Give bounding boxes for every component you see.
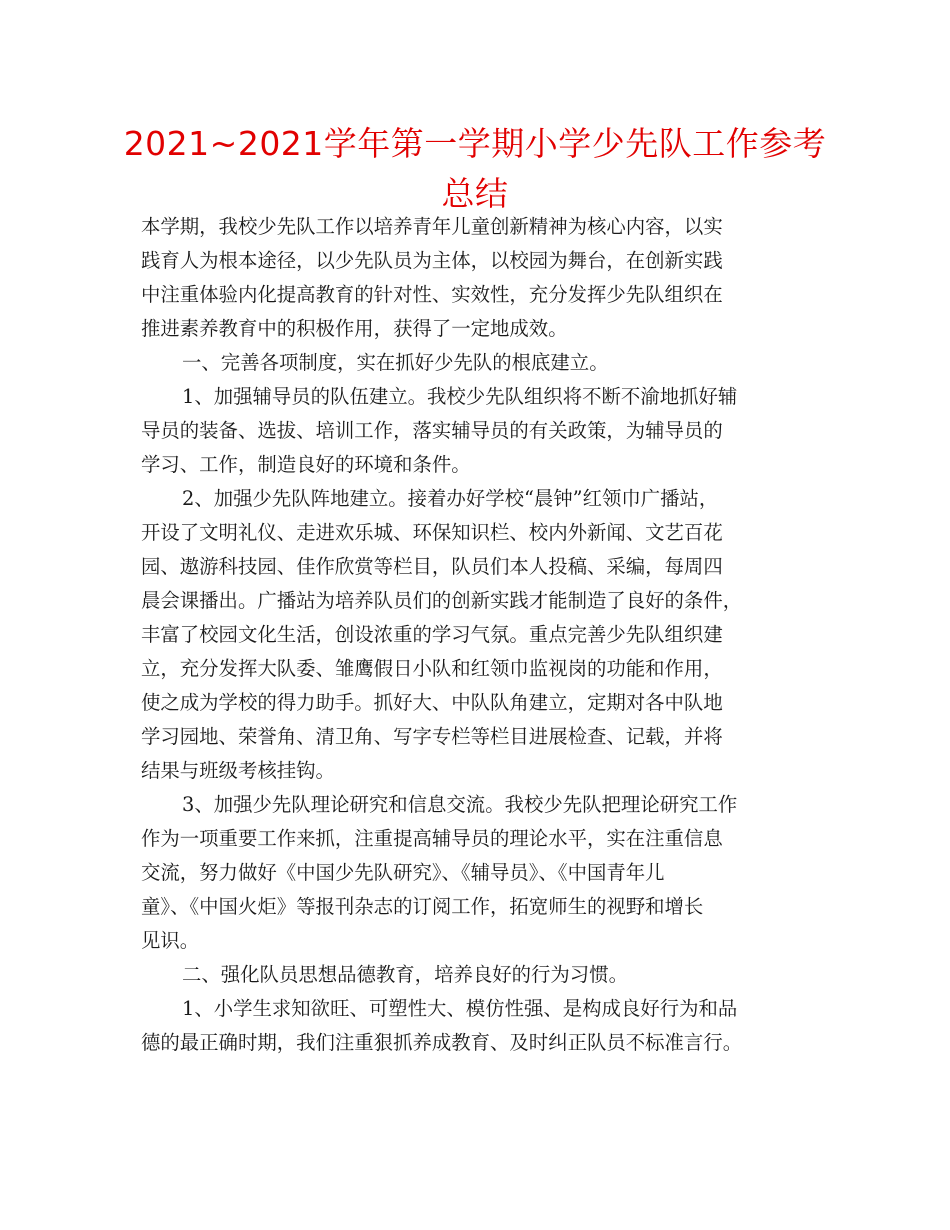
text-line: 1、加强辅导员的队伍建立。我校少先队组织将不断不渝地抓好辅	[182, 385, 738, 408]
document-title-continued: 总结	[441, 174, 509, 213]
text-line: 3、加强少先队理论研究和信息交流。我校少先队把理论研究工作	[182, 793, 738, 816]
text-line: 园、遨游科技园、佳作欣赏等栏目，队员们本人投稿、采编，每周四	[141, 555, 723, 578]
text-line: 推进素养教育中的积极作用，获得了一定地成效。	[141, 317, 568, 340]
document-body	[141, 210, 821, 1060]
text-line: 晨会课播出。广播站为培养队员们的创新实践才能制造了良好的条件，	[141, 589, 743, 612]
text-line: 结果与班级考核挂钩。	[141, 759, 335, 782]
text-line: 本学期，我校少先队工作以培养青年儿童创新精神为核心内容，以实	[141, 215, 723, 238]
text-line: 德的最正确时期，我们注重狠抓养成教育、及时纠正队员不标准言行。	[141, 1031, 743, 1054]
text-line: 童》、《中国火炬》等报刊杂志的订阅工作，拓宽师生的视野和增长	[141, 895, 704, 918]
text-line: 学习园地、荣誉角、清卫角、写字专栏等栏目进展检查、记载，并将	[141, 725, 723, 748]
text-line: 二、强化队员思想品德教育，培养良好的行为习惯。	[182, 963, 628, 986]
text-line: 一、完善各项制度，实在抓好少先队的根底建立。	[182, 351, 609, 374]
text-line: 立，充分发挥大队委、雏鹰假日小队和红领巾监视岗的功能和作用，	[141, 657, 723, 680]
text-line: 丰富了校园文化生活，创设浓重的学习气氛。重点完善少先队组织建	[141, 623, 723, 646]
text-line: 2、加强少先队阵地建立。接着办好学校“晨钟”红领巾广播站，	[182, 487, 719, 510]
text-line: 导员的装备、选拔、培训工作，落实辅导员的有关政策，为辅导员的	[141, 419, 723, 442]
text-line: 学习、工作，制造良好的环境和条件。	[141, 453, 471, 476]
text-line: 1、小学生求知欲旺、可塑性大、模仿性强、是构成良好行为和品	[182, 997, 738, 1020]
document-title: 2021~2021学年第一学期小学少先队工作参考	[123, 124, 827, 163]
text-line: 交流，努力做好《中国少先队研究》、《辅导员》、《中国青年儿	[141, 861, 665, 884]
text-line: 见识。	[141, 929, 200, 952]
text-line: 作为一项重要工作来抓，注重提高辅导员的理论水平，实在注重信息	[141, 827, 723, 850]
text-line: 中注重体验内化提高教育的针对性、实效性，充分发挥少先队组织在	[141, 283, 723, 306]
text-line: 使之成为学校的得力助手。抓好大、中队队角建立，定期对各中队地	[141, 691, 723, 714]
text-line: 践育人为根本途径，以少先队员为主体，以校园为舞台，在创新实践	[141, 249, 723, 272]
text-line: 开设了文明礼仪、走进欢乐城、环保知识栏、校内外新闻、文艺百花	[141, 521, 723, 544]
